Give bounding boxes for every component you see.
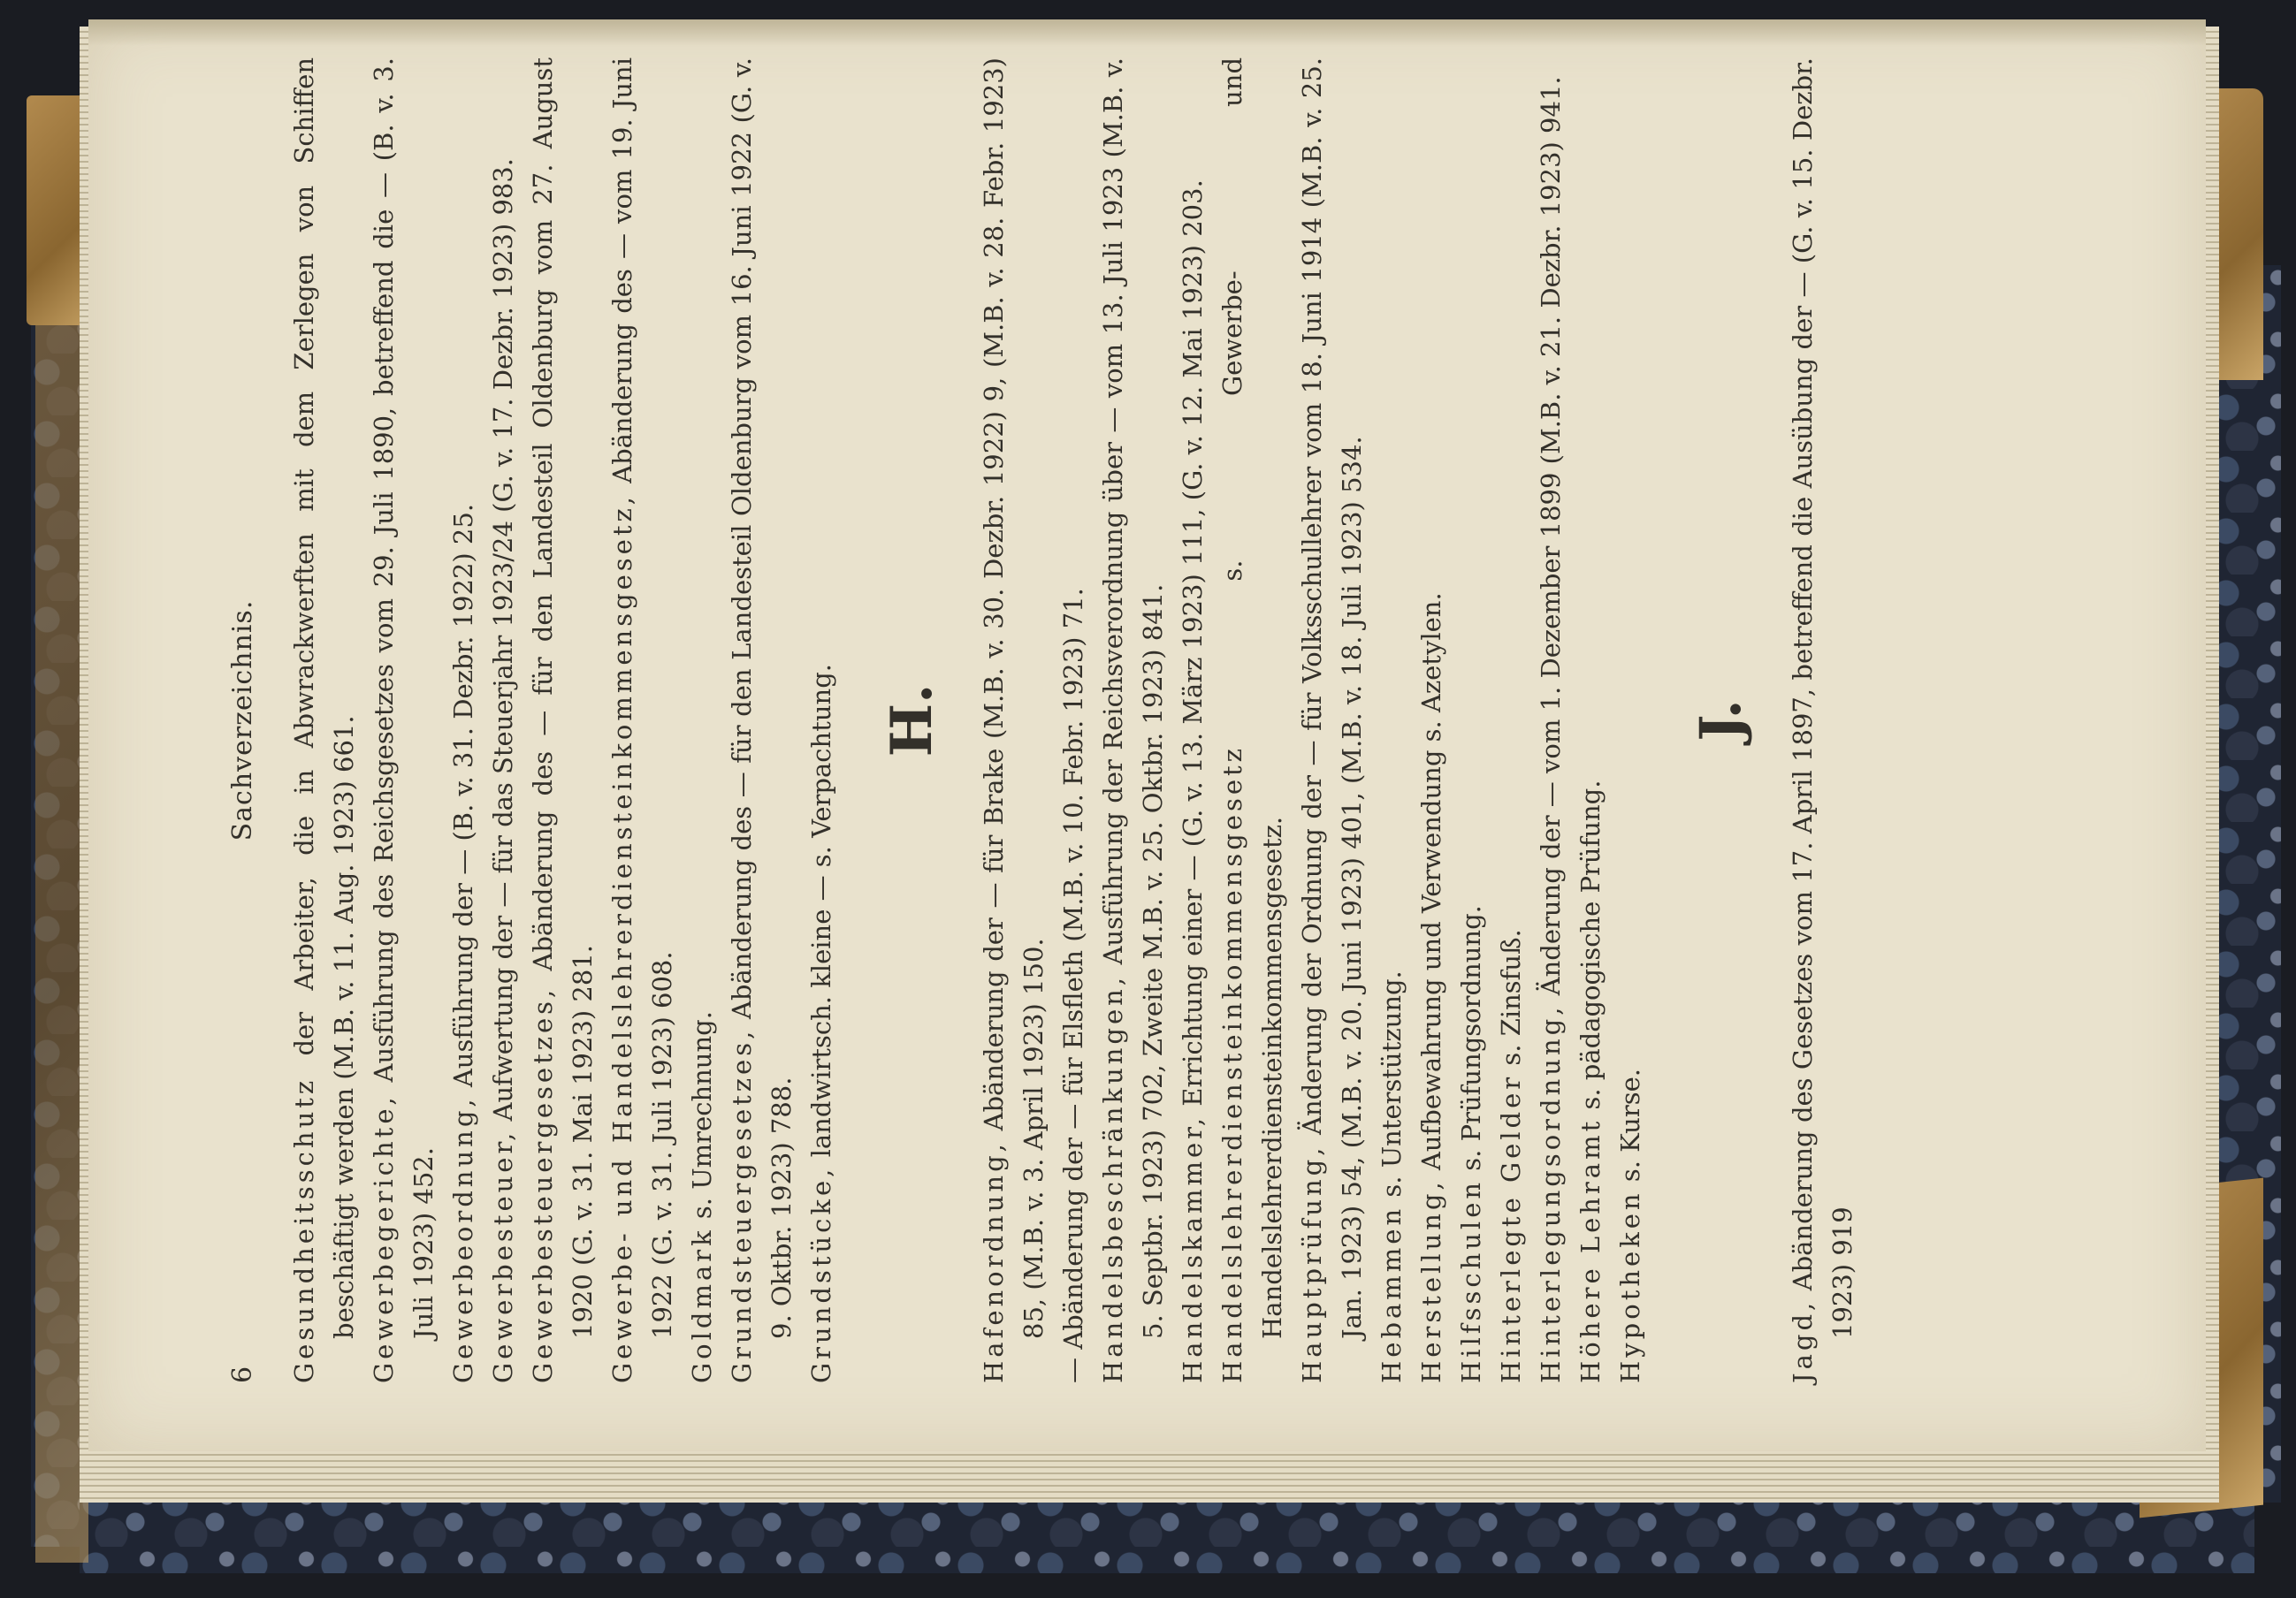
- section-j: [1783, 57, 1863, 1383]
- index-entry: Gewerbesteuer, Aufwertung der — für das Steuerjahr 1923/24 (G. v. 17. Dezbr. 1923) 983.: [488, 157, 518, 1383]
- index-entry: Handelskammer, Errichtung einer — (G. v. 13. März 1923) 111, (G. v. 12. Mai 1923) 203.: [1178, 179, 1208, 1383]
- index-entry: Gewerbe- und Handelslehrerdiensteinkommensgesetz, Abänderung des — vom 19. Juni 1922 (G. v. 31. Juli 1923) 608.: [607, 57, 677, 1383]
- index-entry: Jagd, Abänderung des Gesetzes vom 17. April 1897, betreffend die Ausübung der — (G. v. 15. Dezbr. 1923) 919: [1788, 57, 1857, 1383]
- index-entry: Handelslehrerdiensteinkommensgesetz s. Gewerbe- und Handelslehrerdiensteinkommensgesetz.: [1217, 57, 1287, 1383]
- index-entry: Gesundheitsschutz der Arbeiter, die in Abwrackwerften mit dem Zerlegen von Schiffen beschäftigt werden (M.B. v. 11. Aug. 1923) 661.: [289, 57, 359, 1383]
- index-entry: — Abänderung der — für Elsfleth (M.B. v. 10. Febr. 1923) 71.: [1058, 588, 1088, 1383]
- index-entry: Hinterlegte Gelder s. Zinsfuß.: [1496, 929, 1526, 1383]
- running-header: [223, 57, 285, 1383]
- index-entry: Gewerbegerichte, Ausführung des Reichsgesetzes vom 29. Juli 1890, betreffend die — (B. v. 3. Juli 1923) 452.: [369, 57, 439, 1383]
- index-entry: Handelsbeschränkungen, Ausführung der Reichsverordnung über — vom 13. Juli 1923 (M.B. v. 5. Septbr. 1923) 702, Zweite M.B. v. 25. Oktbr. 1923) 841.: [1098, 57, 1168, 1383]
- section-heading-h: H.: [879, 683, 945, 757]
- rotated-text-block: [223, 57, 1857, 1383]
- index-entry: Goldmark s. Umrechnung.: [687, 1011, 717, 1383]
- index-entry: Hinterlegungsordnung, Änderung der — vom 1. Dezember 1899 (M.B. v. 21. Dezbr. 1923) 941.: [1536, 76, 1566, 1383]
- index-entry: Hilfsschulen s. Prüfungsordnung.: [1456, 905, 1486, 1383]
- section-heading-j: J.: [1688, 699, 1754, 742]
- section-g: [285, 57, 842, 1383]
- running-title: Sachverzeichnis.: [227, 599, 258, 841]
- page-number: 6: [227, 1366, 258, 1383]
- index-entry: Gewerbeordnung, Ausführung der — (B. v. 31. Dezbr. 1922) 25.: [448, 503, 478, 1383]
- index-entry: Hypotheken s. Kurse.: [1615, 1069, 1645, 1383]
- index-entry: Gewerbesteuergesetzes, Abänderung des — für den Landesteil Oldenburg vom 27. August 1920 (G. v. 31. Mai 1923) 281.: [528, 57, 598, 1383]
- index-entry: Hauptprüfung, Änderung der Ordnung der — für Volksschullehrer vom 18. Juni 1914 (M.B. v. 25. Jan. 1923) 54, (M.B. v. 20. Juni 1923) 401, (M.B. v. 18. Juli 1923) 534.: [1297, 57, 1367, 1383]
- index-entry: Hebammen s. Unterstützung.: [1377, 970, 1407, 1383]
- index-entry: Herstellung, Aufbewahrung und Verwendung s. Azetylen.: [1416, 592, 1446, 1383]
- index-entry: Höhere Lehramt s. pädagogische Prüfung.: [1575, 780, 1606, 1383]
- section-h: [974, 57, 1651, 1383]
- index-entry: Grundstücke, landwirtsch. kleine — s. Verpachtung.: [806, 664, 836, 1383]
- index-entry: Hafenordnung, Abänderung der — für Brake (M.B. v. 30. Dezbr. 1922) 9, (M.B. v. 28. Febr. 1923) 85, (M.B. v. 3. April 1923) 150.: [979, 57, 1049, 1383]
- page-gutter: [88, 19, 2206, 46]
- index-entry: Grundsteuergesetzes, Abänderung des — für den Landesteil Oldenburg vom 16. Juni 1922 (G. v. 9. Oktbr. 1923) 788.: [727, 57, 797, 1383]
